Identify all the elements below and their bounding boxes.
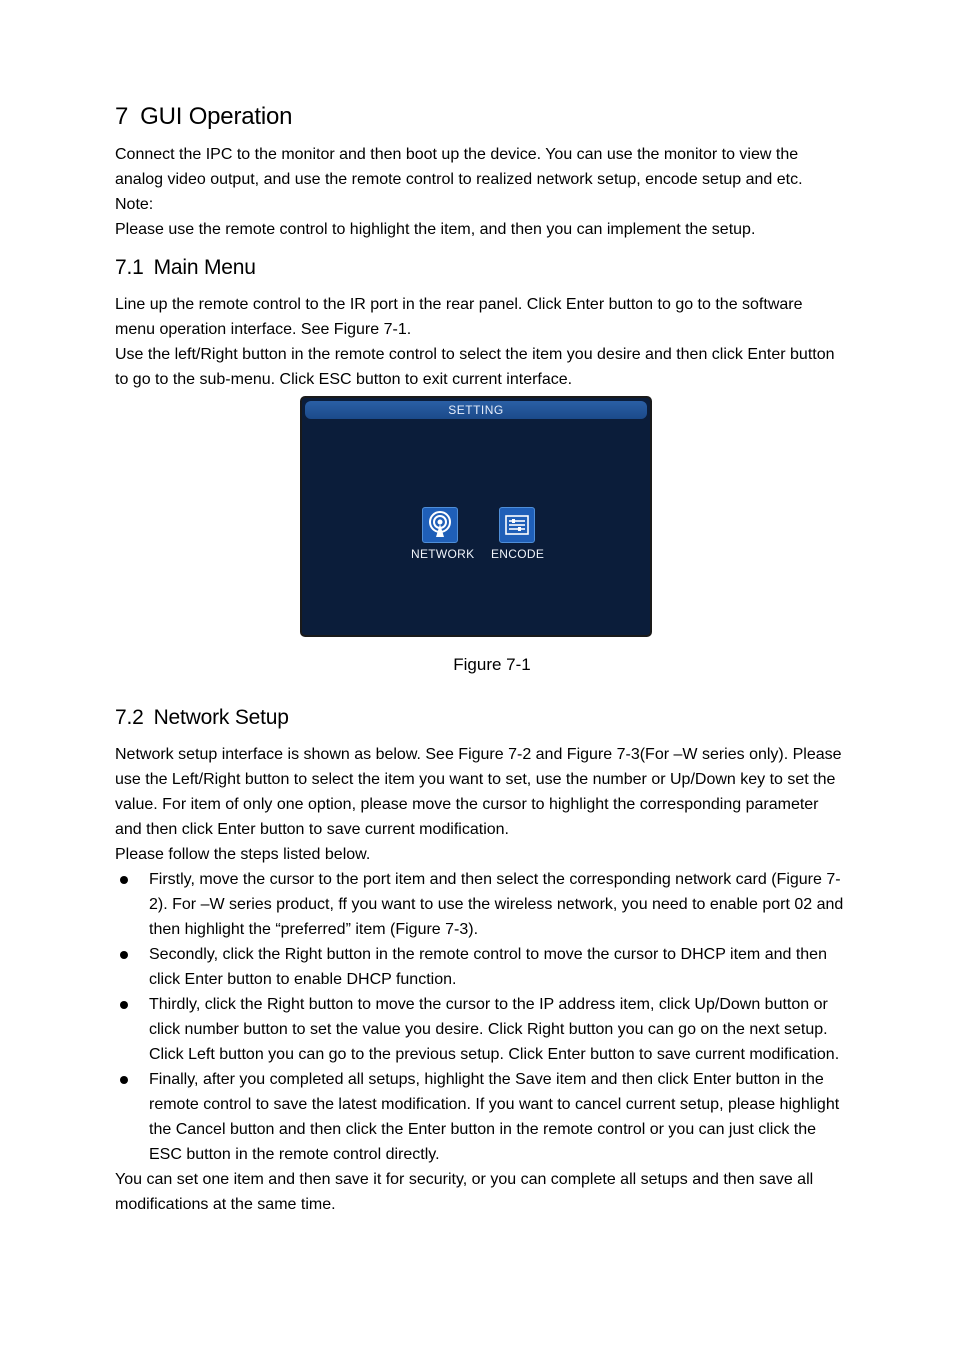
list-item	[115, 1067, 845, 1167]
list-item-text: Secondly, click the Right button in the remote control to move the cursor to DHCP item and then click Enter button to enable DHCP function.	[149, 946, 827, 988]
encode-icon[interactable]	[499, 507, 535, 543]
list-item	[115, 867, 845, 942]
intro-paragraph: Connect the IPC to the monitor and then boot up the device. You can use the monitor to view the analog video output, and use the remote control to realized network setup, encode setup and etc.	[115, 146, 803, 188]
network-icon-graphic	[423, 508, 457, 542]
section-7-heading	[115, 103, 292, 131]
intro-text	[115, 142, 845, 242]
closing-paragraph: You can set one item and then save it for security, or you can complete all setups and then save all modifications at the same time.	[115, 1171, 814, 1213]
bullet-icon	[120, 876, 128, 884]
main-menu-paragraph: Use the left/Right button in the remote control to select the item you desire and then click Enter button to go to the sub-menu. Click ESC button to exit current interface.	[115, 346, 835, 388]
section-number: 7	[115, 103, 129, 130]
list-item-text: Firstly, move the cursor to the port item and then select the corresponding network card (Figure 7-2). For –W series product, ff you want to use the wireless network, you need to enable port 02 and then highlight the “preferred” item (Figure 7-3).	[149, 871, 844, 938]
section-number: 7.2	[115, 706, 144, 729]
network-setup-paragraph: Network setup interface is shown as below. See Figure 7-2 and Figure 7-3(For –W series only). Please use the Left/Right button to select the item you want to set, use the number or Up/Down key to set the value. For item of only one option, please move the cursor to highlight the corresponding parameter and then click Enter button to save current modification.	[115, 746, 842, 838]
figure-caption: Figure 7-1	[453, 655, 531, 674]
note-text: Please use the remote control to highlight the item, and then you can implement the setup.	[115, 221, 756, 238]
list-item-text: Finally, after you completed all setups, highlight the Save item and then click Enter button in the remote control to save the latest modification. If you want to cancel current setup, please highlight the Cancel button and then click the Enter button in the remote control or you can just click the ESC button in the remote control directly.	[149, 1071, 840, 1163]
section-7-1-heading	[115, 256, 256, 280]
bullet-icon	[120, 951, 128, 959]
encode-icon-graphic	[500, 508, 534, 542]
section-title: Network Setup	[153, 706, 289, 729]
section-title: Main Menu	[153, 256, 256, 279]
setting-titlebar: SETTING	[305, 401, 647, 419]
section-7-2-heading	[115, 706, 289, 730]
list-item	[115, 942, 845, 992]
steps-intro: Please follow the steps listed below.	[115, 846, 371, 863]
steps-list	[115, 867, 845, 1167]
note-label: Note:	[115, 196, 154, 213]
network-menu-label[interactable]: NETWORK	[411, 547, 475, 561]
list-item	[115, 992, 845, 1067]
main-menu-paragraph: Line up the remote control to the IR port in the rear panel. Click Enter button to go to the software menu operation interface. See Figure 7-1.	[115, 296, 803, 338]
network-setup-text	[115, 742, 845, 1217]
section-number: 7.1	[115, 256, 144, 279]
bullet-icon	[120, 1076, 128, 1084]
setting-screenshot	[300, 396, 652, 637]
section-title: GUI Operation	[140, 103, 293, 130]
bullet-icon	[120, 1001, 128, 1009]
main-menu-text	[115, 292, 845, 392]
encode-menu-label[interactable]: ENCODE	[491, 547, 545, 561]
network-icon[interactable]	[422, 507, 458, 543]
list-item-text: Thirdly, click the Right button to move the cursor to the IP address item, click Up/Down button or click number button to set the value you desire. Click Right button you can go on the next setup. Click Left button you can go to the previous setup. Click Enter button to save current modification.	[149, 996, 840, 1063]
